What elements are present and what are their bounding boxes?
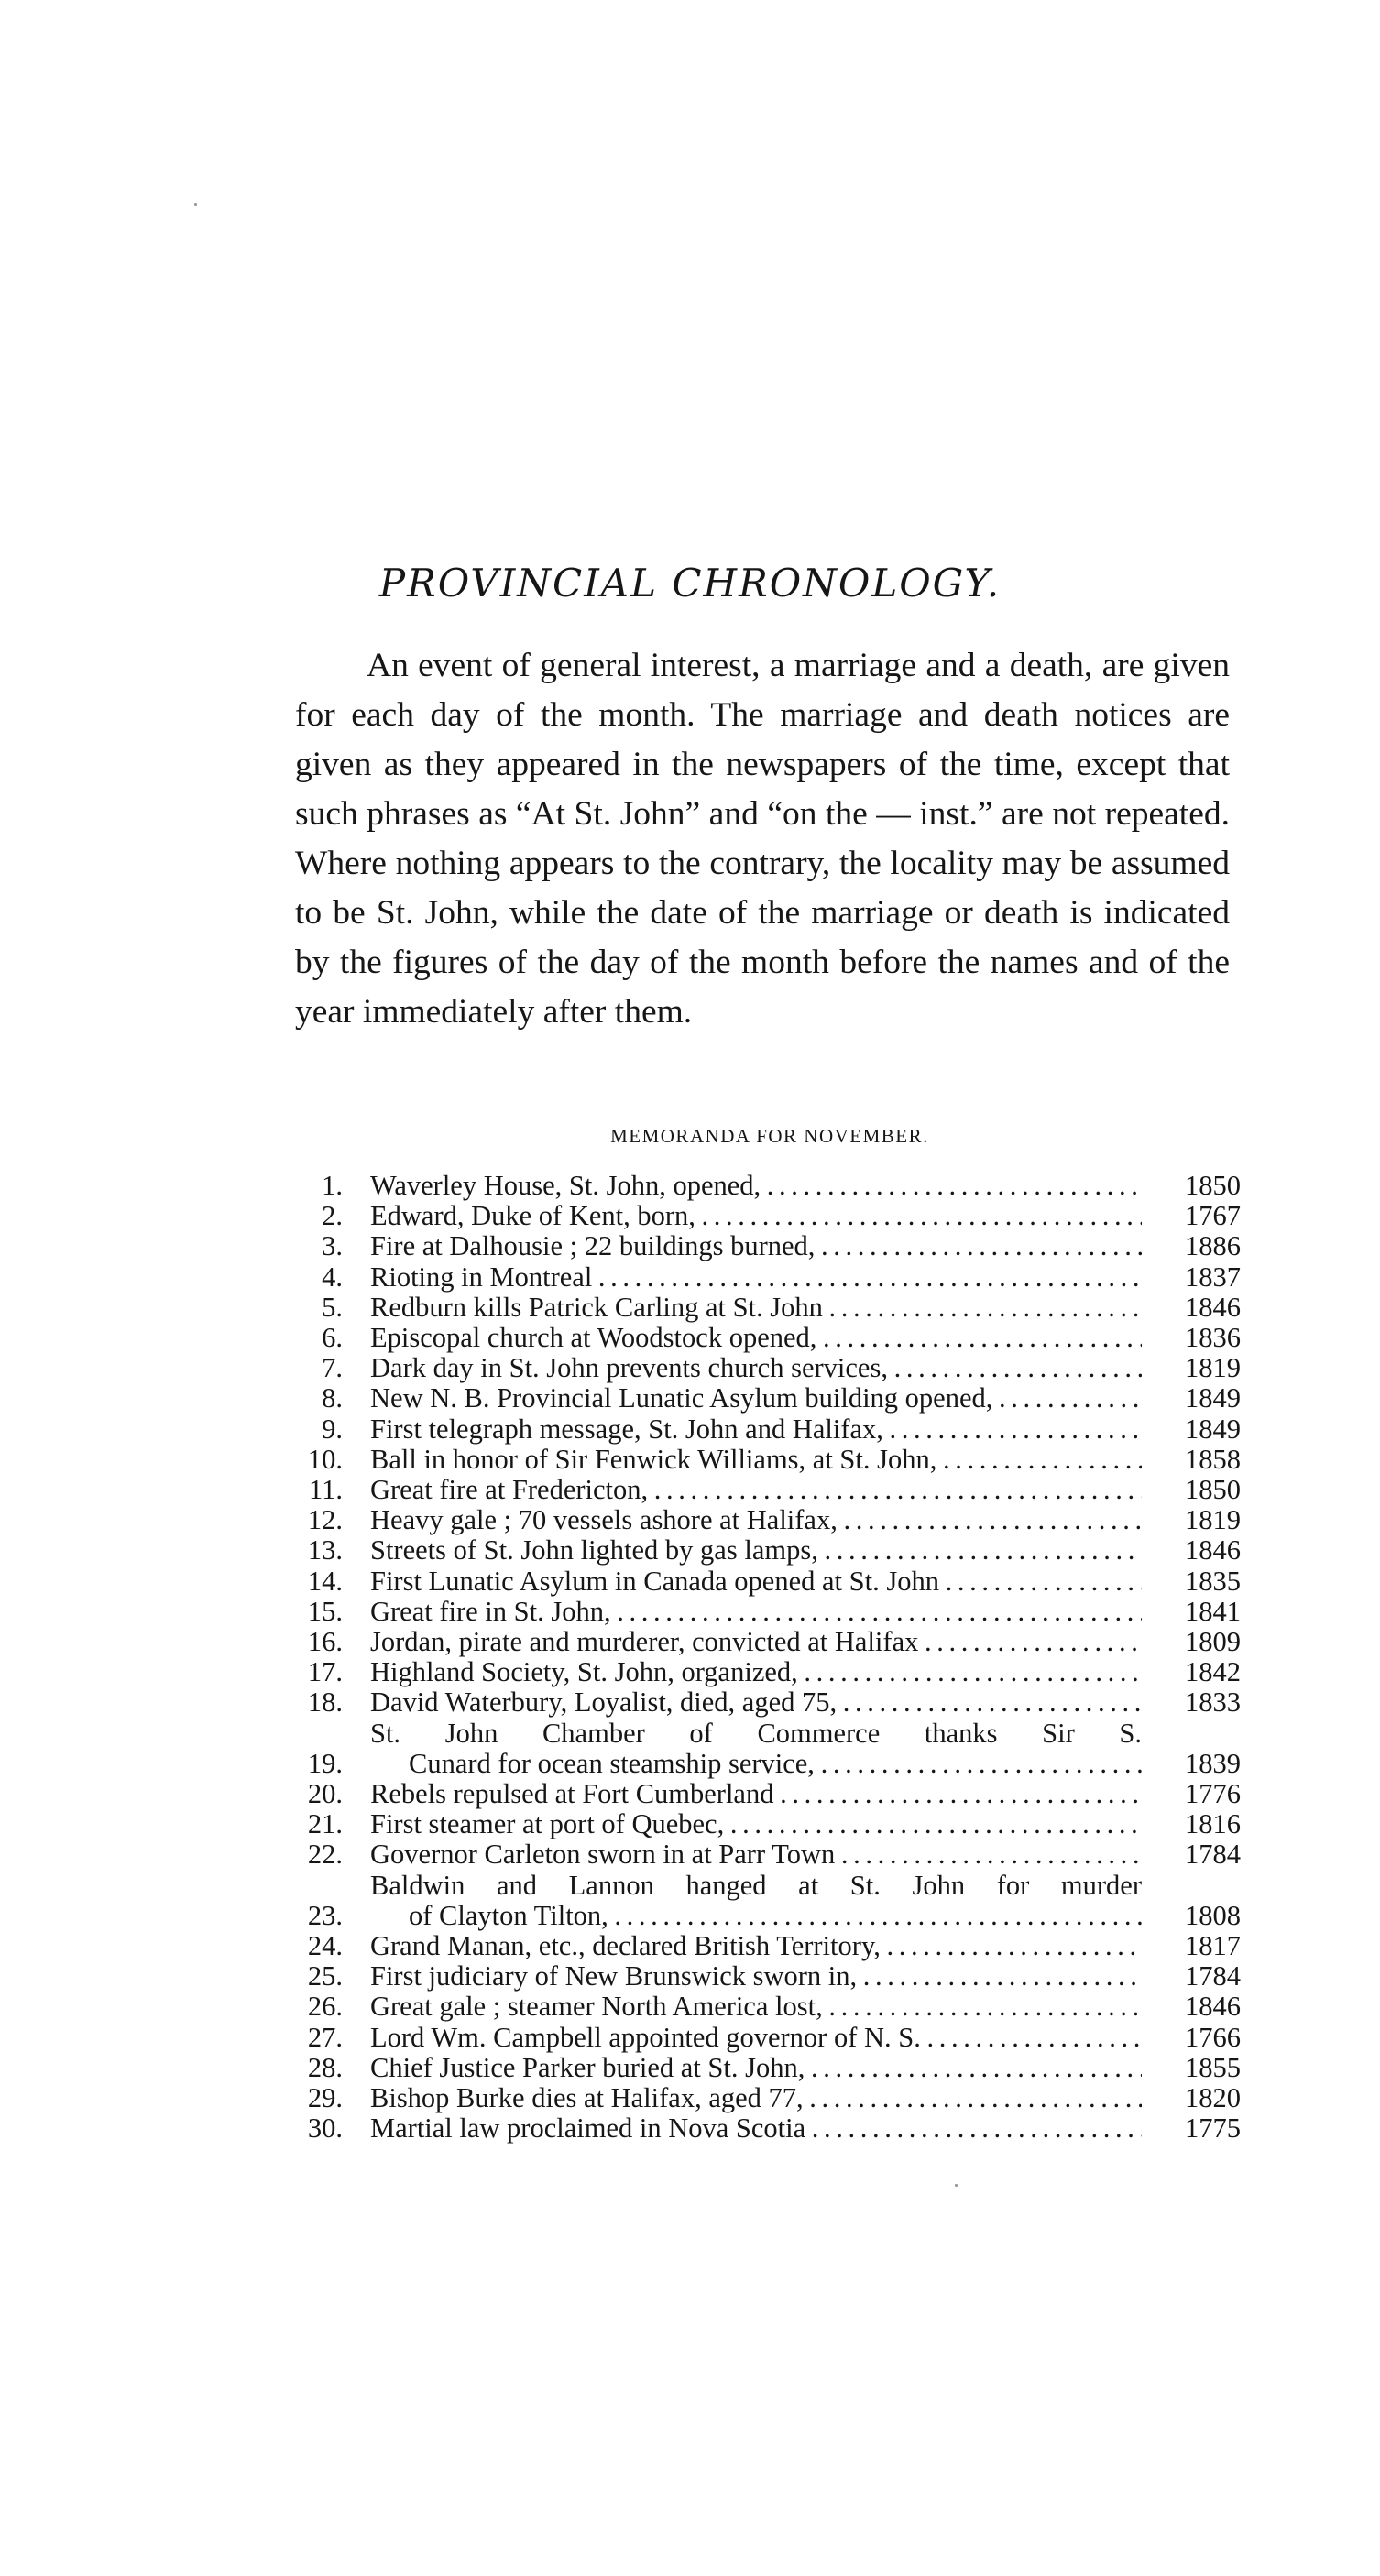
entry-day-number: 7. <box>322 1352 343 1384</box>
entry-year: 1809 <box>1185 1626 1241 1658</box>
entry-year: 1767 <box>1185 1200 1241 1232</box>
entry-event <box>370 1293 1142 1323</box>
memoranda-entry <box>291 1383 1241 1414</box>
memoranda-entry <box>291 1657 1241 1687</box>
entry-day-number: 24. <box>307 1930 343 1962</box>
entry-event-text: Ball in honor of Sir Fenwick Williams, at St. John, . . . <box>370 1445 1142 1475</box>
entry-year: 1819 <box>1185 1352 1241 1384</box>
entry-event <box>370 1871 1142 1931</box>
entry-event-text: First Lunatic Asylum in Canada opened at St. John . . . <box>370 1566 1142 1597</box>
memoranda-entry <box>291 2083 1241 2113</box>
entry-event <box>370 2113 1142 2144</box>
memoranda-entry <box>291 1262 1241 1293</box>
entry-year: 1784 <box>1185 1960 1241 1992</box>
entry-year: 1849 <box>1185 1413 1241 1445</box>
entry-event-text: Heavy gale ; 70 vessels ashore at Halifax, . . . <box>370 1505 1142 1535</box>
entry-day-number: 10. <box>307 1443 343 1475</box>
entry-event-text: Grand Manan, etc., declared British Territory, . . . <box>370 1931 1142 1961</box>
entry-event-text: Dark day in St. John prevents church services, . . . <box>370 1353 1142 1383</box>
entry-day-number: 23. <box>307 1899 343 1931</box>
entry-event-text: Baldwin and Lannon hanged at St. John for murder <box>370 1870 1142 1901</box>
entry-event-text: Streets of St. John lighted by gas lamps, . . . <box>370 1535 1142 1566</box>
memoranda-entry <box>291 1627 1241 1657</box>
entry-event <box>370 1262 1142 1293</box>
entry-day-number: 11. <box>309 1474 343 1506</box>
entry-event-text: Great fire at Fredericton, . . . <box>370 1475 1142 1505</box>
entry-event <box>370 1171 1142 1201</box>
entry-event-text: Episcopal church at Woodstock opened, . . . <box>370 1323 1142 1353</box>
entry-year: 1846 <box>1185 1991 1241 2023</box>
entry-year: 1836 <box>1185 1322 1241 1354</box>
memoranda-entry <box>291 2113 1241 2144</box>
entry-year: 1835 <box>1185 1565 1241 1597</box>
memoranda-entry <box>291 1323 1241 1353</box>
entry-event <box>370 1809 1142 1839</box>
entry-event-text: Rioting in Montreal . . . <box>370 1262 1142 1293</box>
entry-year: 1849 <box>1185 1382 1241 1414</box>
entry-event-text: Great gale ; steamer North America lost, . . . <box>370 1992 1142 2022</box>
memoranda-entry <box>291 1505 1241 1535</box>
entry-day-number: 9. <box>322 1413 343 1445</box>
entry-year: 1855 <box>1185 2051 1241 2083</box>
entry-event <box>370 1597 1142 1627</box>
memoranda-entry <box>291 1445 1241 1475</box>
entry-event-text: Highland Society, St. John, organized, . . . <box>370 1657 1142 1687</box>
memoranda-entry <box>291 1171 1241 1201</box>
entry-year: 1839 <box>1185 1747 1241 1779</box>
page-speck <box>955 2184 958 2187</box>
entry-event <box>370 1657 1142 1687</box>
entry-day-number: 5. <box>322 1291 343 1323</box>
entry-event-continuation: Cunard for ocean steamship service, . . . <box>370 1749 1142 1779</box>
entry-year: 1808 <box>1185 1899 1241 1931</box>
memoranda-entry <box>291 1961 1241 1992</box>
page-title: PROVINCIAL CHRONOLOGY. <box>378 561 1002 606</box>
entry-event <box>370 1779 1142 1809</box>
entry-day-number: 14. <box>307 1565 343 1597</box>
memoranda-entry <box>291 1597 1241 1627</box>
entry-year: 1837 <box>1185 1261 1241 1293</box>
entry-day-number: 25. <box>307 1960 343 1992</box>
memoranda-entry <box>291 2053 1241 2083</box>
entry-year: 1841 <box>1185 1595 1241 1627</box>
entry-year: 1775 <box>1185 2112 1241 2145</box>
memoranda-entry <box>291 1566 1241 1597</box>
entry-event <box>370 1719 1142 1779</box>
entry-event <box>370 1414 1142 1445</box>
memoranda-entry <box>291 1231 1241 1261</box>
intro-paragraph: An event of general interest, a marriage and a death, are given for each day of the month. The marriage and death notices are given as they appeared in the newspapers of the time, except that such phrases as “At St. John” and “on the — inst.” are not repeated. Where nothing appears to the contrary, the locality may be assumed to be St. John, while the date of the marriage or death is indicated by the figures of the day of the month before the names and of the year immediately after them. <box>295 647 1230 1031</box>
entry-event <box>370 1839 1142 1870</box>
entry-event-text: Governor Carleton sworn in at Parr Town . . . <box>370 1839 1142 1870</box>
entry-year: 1850 <box>1185 1474 1241 1506</box>
entry-year: 1886 <box>1185 1230 1241 1262</box>
entry-event <box>370 1201 1142 1231</box>
entry-event <box>370 1687 1142 1718</box>
entry-year: 1850 <box>1185 1170 1241 1201</box>
memoranda-entry <box>291 1414 1241 1445</box>
entry-event <box>370 1445 1142 1475</box>
entry-day-number: 6. <box>322 1322 343 1354</box>
entry-year: 1817 <box>1185 1930 1241 1962</box>
entry-event <box>370 2053 1142 2083</box>
entry-day-number: 20. <box>307 1778 343 1810</box>
entry-event-text: Edward, Duke of Kent, born, . . . <box>370 1201 1142 1231</box>
entry-event-text: Great fire in St. John, . . . <box>370 1597 1142 1627</box>
memoranda-entry <box>291 1992 1241 2022</box>
entry-event <box>370 1383 1142 1414</box>
entry-event <box>370 2083 1142 2113</box>
entry-event-text: Lord Wm. Campbell appointed governor of N. S. . . . <box>370 2023 1142 2053</box>
entry-event-text: New N. B. Provincial Lunatic Asylum building opened, . . . <box>370 1383 1142 1414</box>
entry-day-number: 22. <box>307 1839 343 1871</box>
entry-day-number: 12. <box>307 1504 343 1536</box>
memoranda-entry <box>291 1931 1241 1961</box>
entry-day-number: 8. <box>322 1382 343 1414</box>
entry-event <box>370 1475 1142 1505</box>
entry-year: 1766 <box>1185 2021 1241 2053</box>
entry-event-text: Fire at Dalhousie ; 22 buildings burned, . . . <box>370 1231 1142 1261</box>
entry-event-text: First telegraph message, St. John and Halifax, . . . <box>370 1414 1142 1445</box>
entry-day-number: 26. <box>307 1991 343 2023</box>
entry-event-text: David Waterbury, Loyalist, died, aged 75, . . . <box>370 1687 1142 1718</box>
memoranda-heading: MEMORANDA FOR NOVEMBER. <box>610 1125 929 1147</box>
entry-day-number: 3. <box>322 1230 343 1262</box>
entry-year: 1833 <box>1185 1686 1241 1719</box>
entry-event <box>370 2023 1142 2053</box>
entry-event-continuation: of Clayton Tilton, . . . <box>370 1901 1142 1931</box>
entry-day-number: 30. <box>307 2112 343 2145</box>
entry-year: 1842 <box>1185 1656 1241 1688</box>
entry-day-number: 16. <box>307 1626 343 1658</box>
memoranda-entry <box>291 1293 1241 1323</box>
entry-event <box>370 1566 1142 1597</box>
entry-event-text: Jordan, pirate and murderer, convicted at Halifax . . . <box>370 1627 1142 1657</box>
entry-event <box>370 1505 1142 1535</box>
memoranda-entry <box>291 1353 1241 1383</box>
entry-year: 1816 <box>1185 1808 1241 1840</box>
entry-year: 1784 <box>1185 1839 1241 1871</box>
entry-year: 1776 <box>1185 1778 1241 1810</box>
entry-day-number: 21. <box>307 1808 343 1840</box>
entry-event <box>370 1323 1142 1353</box>
entry-day-number: 2. <box>322 1200 343 1232</box>
entry-year: 1858 <box>1185 1443 1241 1475</box>
entry-day-number: 1. <box>322 1170 343 1201</box>
memoranda-list <box>291 1171 1241 2145</box>
entry-day-number: 4. <box>322 1261 343 1293</box>
entry-event <box>370 1961 1142 1992</box>
entry-event-text: Chief Justice Parker buried at St. John, . . . <box>370 2053 1142 2083</box>
entry-event-text: St. John Chamber of Commerce thanks Sir S. <box>370 1718 1142 1749</box>
entry-event-text: First steamer at port of Quebec, . . . <box>370 1809 1142 1839</box>
memoranda-entry <box>291 1809 1241 1839</box>
entry-event-text: Waverley House, St. John, opened, . . . <box>370 1171 1142 1201</box>
entry-event-text: Martial law proclaimed in Nova Scotia . . . <box>370 2113 1142 2144</box>
entry-event <box>370 1627 1142 1657</box>
page-speck <box>194 203 197 206</box>
memoranda-entry <box>291 2023 1241 2053</box>
entry-day-number: 17. <box>307 1656 343 1688</box>
entry-event-text: Redburn kills Patrick Carling at St. John . . . <box>370 1293 1142 1323</box>
entry-year: 1846 <box>1185 1291 1241 1323</box>
entry-event <box>370 1353 1142 1383</box>
entry-event <box>370 1931 1142 1961</box>
memoranda-entry <box>291 1201 1241 1231</box>
entry-year: 1846 <box>1185 1534 1241 1566</box>
entry-event-text: Rebels repulsed at Fort Cumberland . . . <box>370 1779 1142 1809</box>
entry-day-number: 15. <box>307 1595 343 1627</box>
entry-day-number: 18. <box>307 1686 343 1719</box>
memoranda-entry <box>291 1719 1241 1779</box>
entry-day-number: 13. <box>307 1534 343 1566</box>
memoranda-entry <box>291 1535 1241 1566</box>
entry-event <box>370 1231 1142 1261</box>
memoranda-entry <box>291 1871 1241 1931</box>
entry-event <box>370 1535 1142 1566</box>
entry-year: 1819 <box>1185 1504 1241 1536</box>
memoranda-entry <box>291 1839 1241 1870</box>
entry-event-text: First judiciary of New Brunswick sworn in, . . . <box>370 1961 1142 1992</box>
entry-event <box>370 1992 1142 2022</box>
memoranda-entry <box>291 1475 1241 1505</box>
entry-day-number: 19. <box>307 1747 343 1779</box>
memoranda-entry <box>291 1687 1241 1718</box>
entry-year: 1820 <box>1185 2082 1241 2114</box>
memoranda-entry <box>291 1779 1241 1809</box>
entry-day-number: 27. <box>307 2021 343 2053</box>
entry-day-number: 29. <box>307 2082 343 2114</box>
entry-event-text: Bishop Burke dies at Halifax, aged 77, . . . <box>370 2083 1142 2113</box>
entry-day-number: 28. <box>307 2051 343 2083</box>
